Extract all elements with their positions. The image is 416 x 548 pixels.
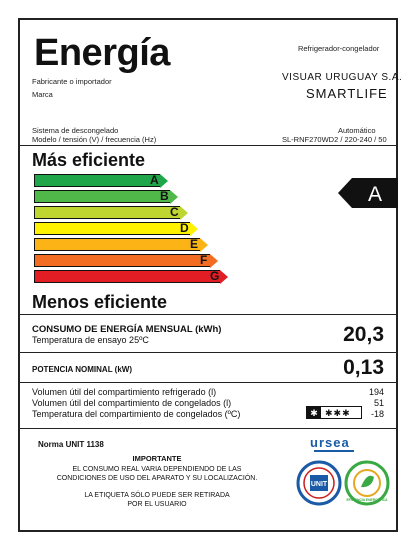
scale-top-label: Más eficiente [32, 150, 146, 170]
efficiency-letter-e: E [190, 237, 199, 251]
efficiency-letter-f: F [200, 253, 208, 267]
efficiency-letter-b: B [160, 189, 169, 203]
efficiency-bar-d [34, 222, 198, 235]
manufacturer-value: VISUAR URUGUAY S.A. [282, 72, 403, 83]
efficiency-letter-a: A [150, 173, 159, 187]
rating-letter: A [367, 183, 383, 206]
divider [20, 428, 396, 429]
efficiency-bar-f [34, 254, 218, 267]
norm-label: Norma UNIT 1138 [38, 440, 104, 449]
power-label: POTENCIA NOMINAL (kW) [32, 365, 132, 374]
divider [20, 382, 396, 383]
divider [20, 352, 396, 353]
model-label: Modelo / tensión (V) / frecuencia (Hz) [32, 135, 157, 144]
ursea-logo-underline [314, 450, 354, 452]
rating-arrow [338, 178, 398, 208]
unit-seal-icon [296, 460, 342, 506]
consumption-value: 20,3 [343, 323, 384, 346]
scale-bottom-label: Menos eficiente [32, 292, 168, 312]
fridge-volume-value: 194 [368, 387, 384, 397]
efficiency-bar-g [34, 270, 228, 283]
efficiency-bar-b [34, 190, 178, 203]
svg-text:EFICIENCIA ENERGÉTICA: EFICIENCIA ENERGÉTICA [346, 498, 388, 502]
divider [20, 314, 396, 315]
defrost-value: Automático [338, 126, 376, 135]
brand-value: SMARTLIFE [306, 86, 388, 101]
defrost-label: Sistema de descongelado [32, 126, 119, 135]
important-title: IMPORTANTE [132, 454, 182, 463]
ursea-logo: ursea [310, 435, 350, 450]
efficiency-letter-c: C [170, 205, 179, 219]
freezer-temp-value: -18 [370, 409, 384, 419]
power-value: 0,13 [343, 356, 384, 379]
efficiency-letter-d: D [180, 221, 189, 235]
fridge-volume-label: Volumen útil del compartimiento refrigerado (l) [32, 387, 217, 397]
appliance-type: Refrigerador-congelador [298, 44, 380, 53]
efficiency-seal-icon [344, 460, 390, 506]
important-line-1: EL CONSUMO REAL VARIA DEPENDIENDO DE LAS [72, 466, 242, 473]
consumption-label: CONSUMO DE ENERGÍA MENSUAL (kWh) [32, 324, 222, 335]
freezer-volume-label: Volumen útil del compartimiento de congelados (l) [32, 398, 232, 408]
model-value: SL-RNF270WD2 / 220-240 / 50 [282, 135, 387, 144]
retire-line-2: POR EL USUARIO [127, 501, 187, 508]
manufacturer-label: Fabricante o importador [32, 77, 112, 86]
efficiency-bar-c [34, 206, 188, 219]
freezer-stars: ✱✱✱ [325, 408, 351, 418]
efficiency-letter-g: G [210, 269, 220, 283]
brand-label: Marca [32, 90, 53, 99]
freezer-volume-value: 51 [373, 398, 384, 408]
label-title: Energía [34, 32, 170, 74]
energy-label [18, 18, 403, 532]
consumption-sublabel: Temperatura de ensayo 25ºC [32, 335, 149, 345]
svg-text:UNIT: UNIT [310, 481, 328, 488]
divider [20, 145, 396, 146]
star-rating-box [306, 406, 362, 419]
efficiency-bar-e [34, 238, 208, 251]
retire-line-1: LA ETIQUETA SÓLO PUEDE SER RETIRADA [84, 492, 230, 499]
freezer-temp-label: Temperatura del compartimiento de congelados (ºC) [32, 409, 241, 419]
efficiency-bar-a [34, 174, 168, 187]
snowflake-icon: ✱ [307, 407, 321, 418]
important-line-2: CONDICIONES DE USO DEL APARATO Y SU LOCALIZACIÓN. [56, 475, 258, 482]
